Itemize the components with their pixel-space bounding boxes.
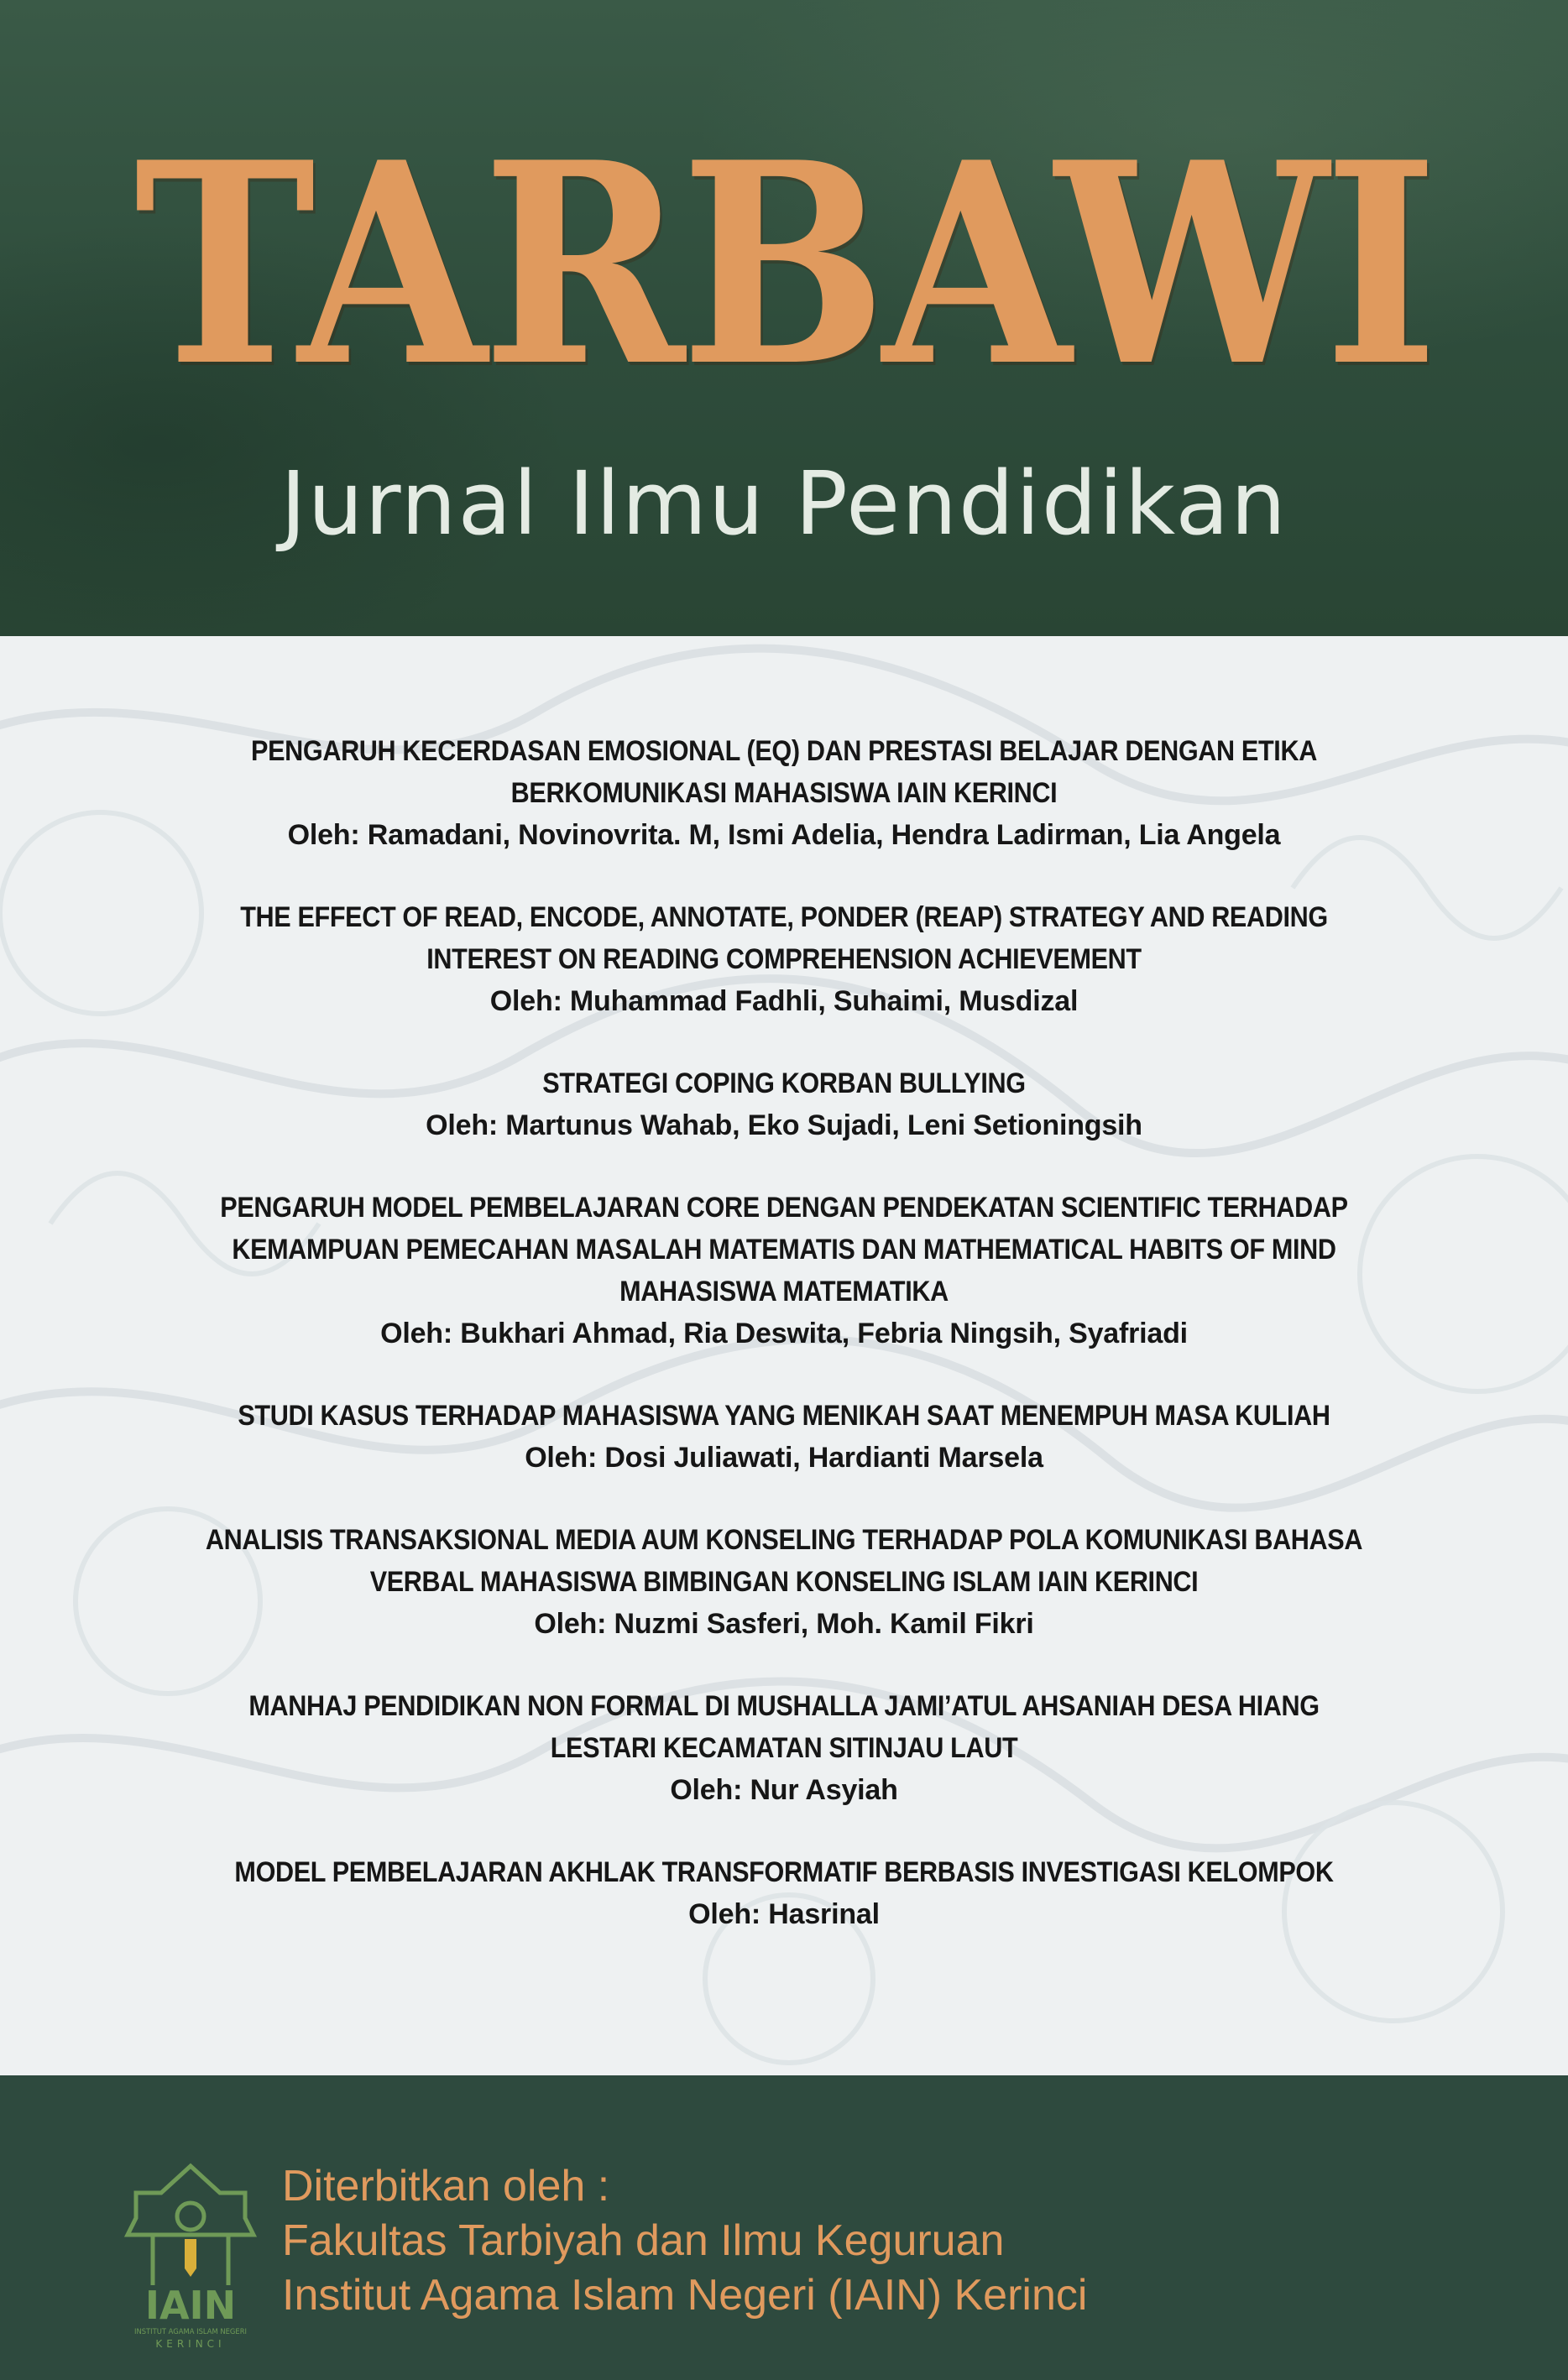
article-entry [34, 896, 1534, 1022]
logo-caption: INSTITUT AGAMA ISLAM NEGERI [134, 2327, 247, 2336]
article-title-line: ANALISIS TRANSAKSIONAL MEDIA AUM KONSELING TERHADAP POLA KOMUNIKASI BAHASA [205, 1524, 1363, 1556]
article-title-line: MODEL PEMBELAJARAN AKHLAK TRANSFORMATIF BERBASIS INVESTIGASI KELOMPOK [234, 1856, 1334, 1888]
publisher-line: Fakultas Tarbiyah dan Ilmu Keguruan [282, 2216, 1005, 2265]
article-title-line: KEMAMPUAN PEMECAHAN MASALAH MATEMATIS DAN MATHEMATICAL HABITS OF MIND [232, 1234, 1336, 1266]
article-title-line: PENGARUH MODEL PEMBELAJARAN CORE DENGAN PENDEKATAN SCIENTIFIC TERHADAP [220, 1192, 1348, 1224]
publisher-line: Diterbitkan oleh : [282, 2162, 610, 2210]
article-title-line: MANHAJ PENDIDIKAN NON FORMAL DI MUSHALLA JAMI’ATUL AHSANIAH DESA HIANG [248, 1690, 1320, 1722]
article-title-line: BERKOMUNIKASI MAHASISWA IAIN KERINCI [510, 777, 1058, 809]
article-authors: Oleh: Dosi Juliawati, Hardianti Marsela [525, 1442, 1043, 1474]
article-authors: Oleh: Ramadani, Novinovrita. M, Ismi Adelia, Hendra Ladirman, Lia Angela [287, 819, 1281, 851]
article-title-line: STUDI KASUS TERHADAP MAHASISWA YANG MENIKAH SAAT MENEMPUH MASA KULIAH [238, 1400, 1330, 1432]
article-title-line: PENGARUH KECERDASAN EMOSIONAL (EQ) DAN PRESTASI BELAJAR DENGAN ETIKA [251, 735, 1317, 767]
journal-subtitle: Jurnal Ilmu Pendidikan [280, 452, 1288, 555]
iain-kerinci-logo-icon [119, 2159, 262, 2352]
journal-title: TARBAWI [133, 102, 1435, 427]
article-title-line: MAHASISWA MATEMATIKA [619, 1276, 949, 1307]
contents-area [0, 636, 1568, 2075]
article-entry [34, 1851, 1534, 1935]
article-authors: Oleh: Hasrinal [688, 1898, 880, 1930]
article-title-line: LESTARI KECAMATAN SITINJAU LAUT [550, 1732, 1018, 1764]
article-title-line: INTEREST ON READING COMPREHENSION ACHIEVEMENT [426, 943, 1142, 975]
publisher-info [282, 2159, 1087, 2323]
article-entry [34, 730, 1534, 856]
article-title-line: VERBAL MAHASISWA BIMBINGAN KONSELING ISLAM IAIN KERINCI [369, 1566, 1199, 1598]
article-entry [34, 1685, 1534, 1811]
logo-text: IAIN [144, 2283, 237, 2328]
article-authors: Oleh: Nuzmi Sasferi, Moh. Kamil Fikri [534, 1608, 1034, 1640]
table-of-contents [34, 730, 1534, 1976]
article-authors: Oleh: Martunus Wahab, Eko Sujadi, Leni Setioningsih [426, 1109, 1142, 1141]
publisher-line: Institut Agama Islam Negeri (IAIN) Kerinci [282, 2271, 1088, 2320]
article-entry [34, 1519, 1534, 1645]
article-title-line: THE EFFECT OF READ, ENCODE, ANNOTATE, PONDER (REAP) STRATEGY AND READING [240, 901, 1328, 933]
logo-place: KERINCI [155, 2338, 226, 2350]
article-authors: Oleh: Bukhari Ahmad, Ria Deswita, Febria Ningsih, Syafriadi [380, 1318, 1188, 1349]
article-authors: Oleh: Muhammad Fadhli, Suhaimi, Musdizal [489, 985, 1079, 1017]
cover-footer [0, 2075, 1568, 2380]
cover-header [0, 0, 1568, 636]
article-authors: Oleh: Nur Asyiah [670, 1774, 898, 1806]
article-entry [34, 1062, 1534, 1146]
article-title-line: STRATEGI COPING KORBAN BULLYING [542, 1067, 1026, 1099]
article-entry [34, 1187, 1534, 1354]
article-entry [34, 1395, 1534, 1479]
